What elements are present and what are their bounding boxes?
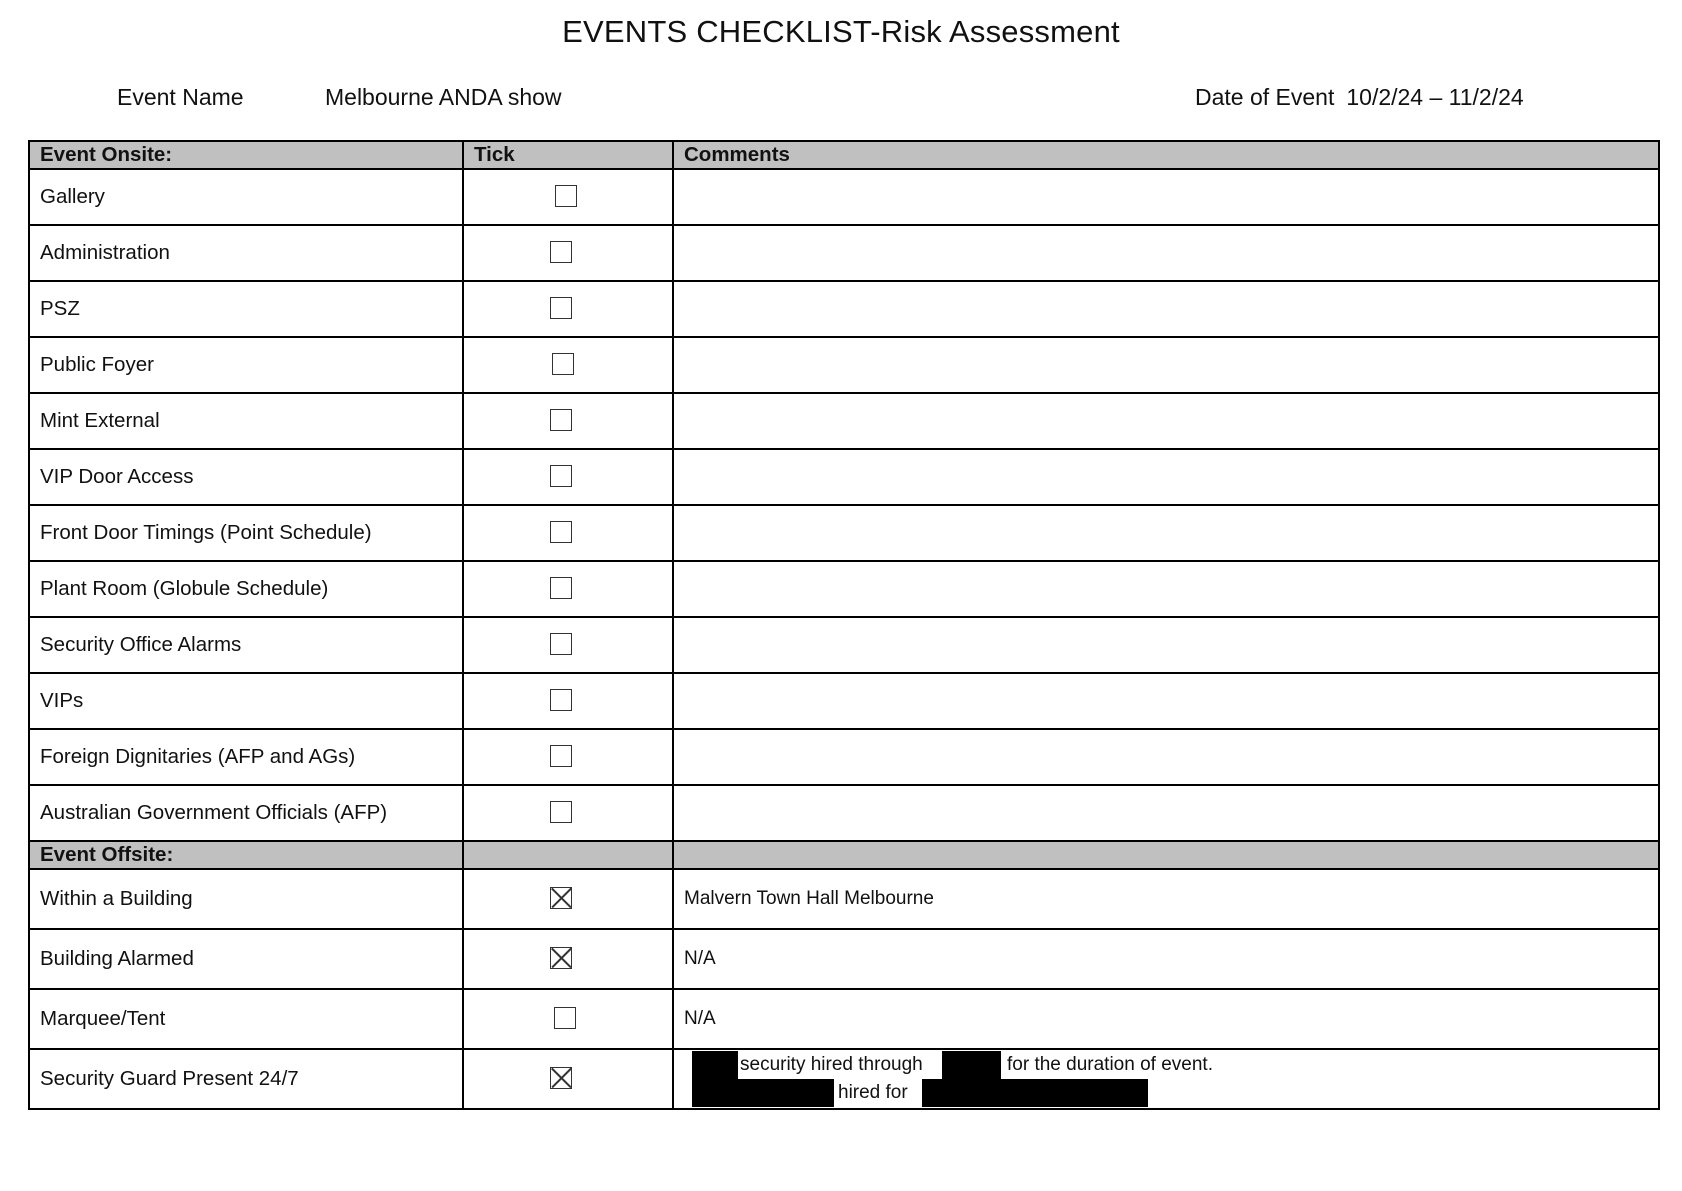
tick-cell — [463, 225, 673, 281]
comment-cell — [673, 785, 1659, 841]
row-label: Security Guard Present 24/7 — [29, 1049, 463, 1109]
event-name-value: Melbourne ANDA show — [325, 84, 562, 110]
tick-cell — [463, 673, 673, 729]
row-label: Foreign Dignitaries (AFP and AGs) — [29, 729, 463, 785]
table-row — [29, 989, 1659, 1049]
checkbox[interactable] — [554, 1007, 576, 1029]
event-date — [1195, 84, 1524, 111]
row-label: Building Alarmed — [29, 929, 463, 989]
tick-cell — [463, 617, 673, 673]
comment-fragment: for the duration of event. — [1007, 1054, 1213, 1075]
row-label: Plant Room (Globule Schedule) — [29, 561, 463, 617]
redaction-block — [942, 1051, 1001, 1079]
checkbox[interactable] — [550, 577, 572, 599]
row-label: Gallery — [29, 169, 463, 225]
table-row — [29, 337, 1659, 393]
checked-checkbox[interactable] — [550, 887, 572, 909]
document-title: EVENTS CHECKLIST-Risk Assessment — [562, 14, 1120, 49]
checkbox[interactable] — [550, 297, 572, 319]
comment-cell — [673, 561, 1659, 617]
offsite-header-row — [29, 841, 1659, 869]
comment-cell — [673, 169, 1659, 225]
tick-cell — [463, 929, 673, 989]
comment-cell — [673, 225, 1659, 281]
checklist-body — [29, 141, 1659, 1109]
comment-cell — [673, 729, 1659, 785]
onsite-header-label: Event Onsite: — [29, 141, 463, 169]
row-label: Marquee/Tent — [29, 989, 463, 1049]
tick-cell — [463, 281, 673, 337]
tick-cell — [463, 393, 673, 449]
tick-cell — [463, 505, 673, 561]
row-label: Public Foyer — [29, 337, 463, 393]
checkbox[interactable] — [552, 353, 574, 375]
comment-cell — [673, 337, 1659, 393]
tick-cell — [463, 337, 673, 393]
comment-fragment: hired for — [838, 1082, 908, 1103]
table-row — [29, 169, 1659, 225]
tick-cell — [463, 561, 673, 617]
redaction-block — [692, 1051, 738, 1079]
tick-cell — [463, 449, 673, 505]
event-date-label: Date of Event — [1195, 84, 1335, 110]
table-row — [29, 393, 1659, 449]
checked-checkbox[interactable] — [550, 1067, 572, 1089]
table-row — [29, 929, 1659, 989]
row-label: Mint External — [29, 393, 463, 449]
offsite-header-blank — [463, 841, 673, 869]
table-row — [29, 1049, 1659, 1109]
comment-cell: N/A — [673, 989, 1659, 1049]
checkbox[interactable] — [550, 409, 572, 431]
row-label: PSZ — [29, 281, 463, 337]
table-row — [29, 281, 1659, 337]
row-label: Security Office Alarms — [29, 617, 463, 673]
row-label: VIPs — [29, 673, 463, 729]
comment-fragment: security hired through — [740, 1054, 923, 1075]
table-row — [29, 869, 1659, 929]
comment-line — [684, 1079, 1658, 1107]
checkbox[interactable] — [555, 185, 577, 207]
comment-cell — [673, 281, 1659, 337]
row-label: Within a Building — [29, 869, 463, 929]
comment-cell — [673, 505, 1659, 561]
row-label: VIP Door Access — [29, 449, 463, 505]
comment-cell: N/A — [673, 929, 1659, 989]
tick-cell — [463, 729, 673, 785]
checked-checkbox[interactable] — [550, 947, 572, 969]
redaction-block — [922, 1079, 1148, 1107]
comment-line — [684, 1051, 1658, 1079]
checkbox[interactable] — [550, 801, 572, 823]
row-label: Front Door Timings (Point Schedule) — [29, 505, 463, 561]
table-row — [29, 449, 1659, 505]
comment-cell — [673, 1049, 1659, 1109]
tick-cell — [463, 169, 673, 225]
comment-cell — [673, 673, 1659, 729]
comment-cell — [673, 393, 1659, 449]
comment-cell: Malvern Town Hall Melbourne — [673, 869, 1659, 929]
tick-cell — [463, 1049, 673, 1109]
checkbox[interactable] — [550, 521, 572, 543]
comments-header-label: Comments — [673, 141, 1659, 169]
event-name-label: Event Name — [117, 84, 244, 110]
tick-cell — [463, 989, 673, 1049]
checkbox[interactable] — [550, 465, 572, 487]
tick-cell — [463, 869, 673, 929]
table-row — [29, 225, 1659, 281]
table-row — [29, 673, 1659, 729]
table-row — [29, 617, 1659, 673]
tick-header-label: Tick — [463, 141, 673, 169]
risk-checklist-table — [28, 140, 1660, 1110]
checkbox[interactable] — [550, 633, 572, 655]
table-row — [29, 505, 1659, 561]
redaction-block — [692, 1079, 834, 1107]
onsite-header-row — [29, 141, 1659, 169]
event-date-value: 10/2/24 – 11/2/24 — [1346, 84, 1524, 110]
checkbox[interactable] — [550, 689, 572, 711]
table-row — [29, 729, 1659, 785]
offsite-header-blank — [673, 841, 1659, 869]
table-row — [29, 561, 1659, 617]
offsite-header-label: Event Offsite: — [29, 841, 463, 869]
table-row — [29, 785, 1659, 841]
comment-cell — [673, 449, 1659, 505]
comment-cell — [673, 617, 1659, 673]
row-label: Administration — [29, 225, 463, 281]
checkbox[interactable] — [550, 241, 572, 263]
row-label: Australian Government Officials (AFP) — [29, 785, 463, 841]
tick-cell — [463, 785, 673, 841]
checkbox[interactable] — [550, 745, 572, 767]
